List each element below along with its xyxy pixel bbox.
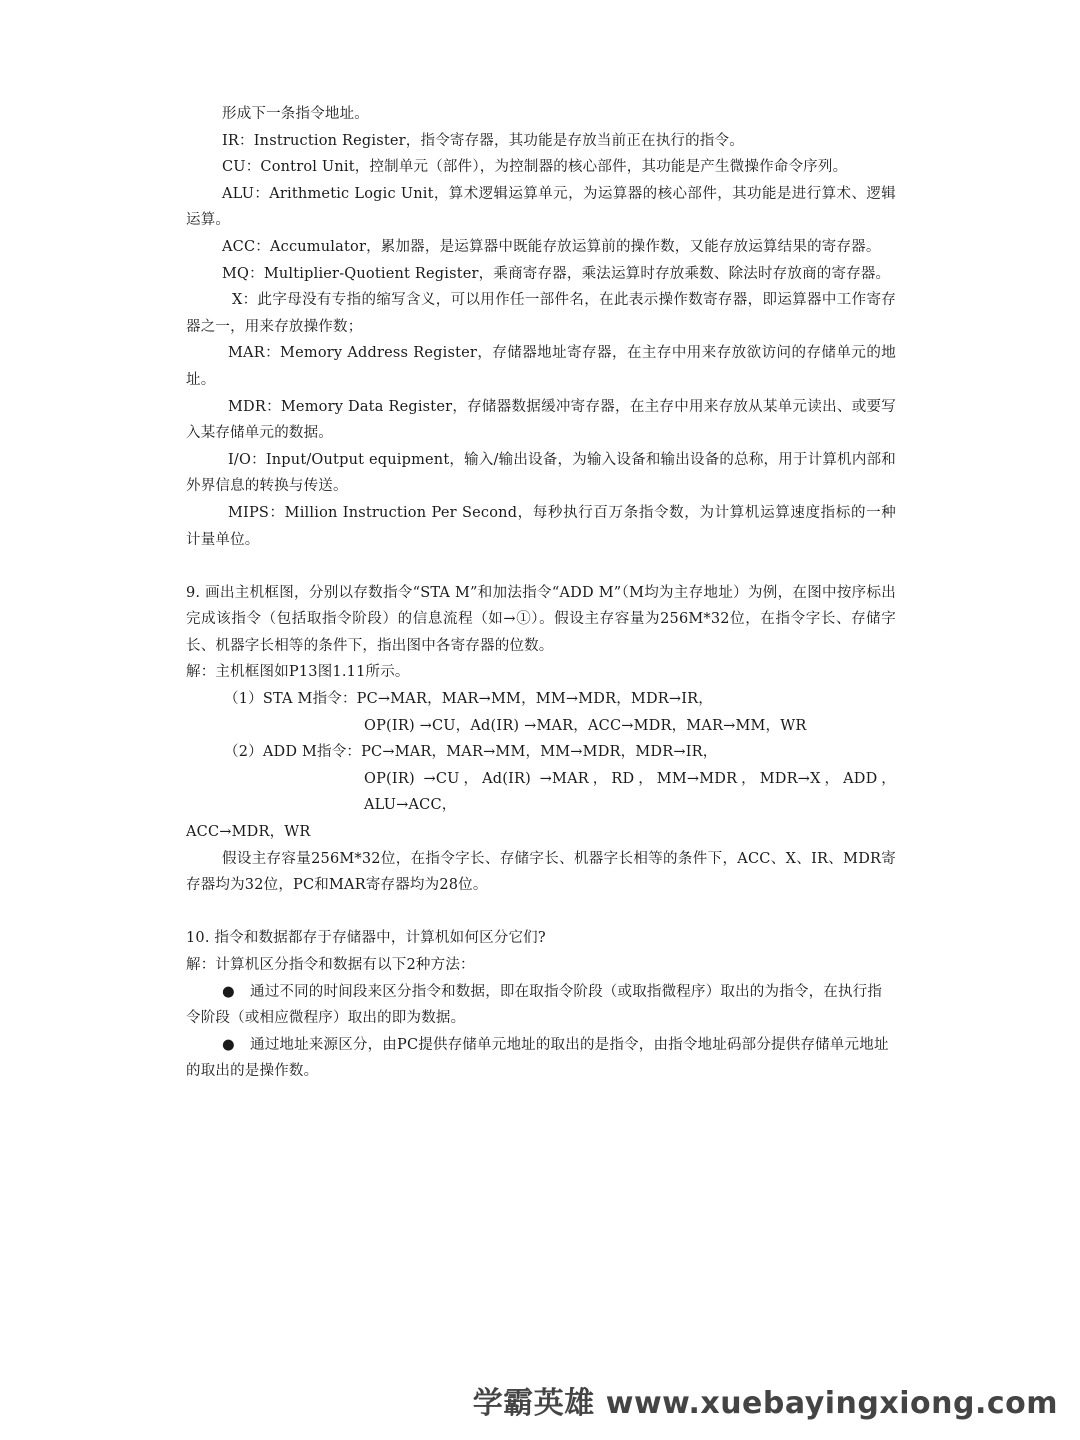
add-line-1: （2）ADD M指令：PC→MAR，MAR→MM，MM→MDR，MDR→IR， (224, 744, 718, 761)
def-acc: ACC：Accumulator，累加器，是运算器中既能存放运算前的操作数，又能存放运算结果的寄存器。 (222, 238, 881, 255)
bullet-icon: ● (222, 983, 235, 1000)
bullet-text: 通过不同的时间段来区分指令和数据，即在取指令阶段（或取指微程序）取出的为指令，在执行指令阶段（或相应微程序）取出的即为数据。 (186, 983, 883, 1027)
def-x: X：此字母没有专指的缩写含义，可以用作任一部件名，在此表示操作数寄存器，即运算器中工作寄存器之一，用来存放操作数； (186, 292, 896, 335)
def-io: I/O：Input/Output equipment，输入/输出设备，为输入设备和输出设备的总称，用于计算机内部和外界信息的转换与传送。 (186, 451, 896, 495)
question-9: 9. 画出主机框图，分别以存数指令“STA M”和加法指令“ADD M”（M均为主存地址）为例，在图中按序标出完成该指令（包括取指令阶段）的信息流程（如→①）。假设主存容量为256M*32位，在指令字长、存储字长、机器字长相等的条件下，指出图中各寄存器的位数。 (186, 584, 896, 654)
add-line-2: OP(IR) →CU，Ad(IR) →MAR，RD，MM→MDR，MDR→X，ADD，ALU→ACC， (364, 770, 896, 814)
add-line-3: ACC→MDR，WR (186, 824, 311, 841)
def-ir: IR：Instruction Register，指令寄存器，其功能是存放当前正在执行的指令。 (222, 132, 744, 149)
def-cu: CU：Control Unit，控制单元（部件），为控制器的核心部件，其功能是产生微操作命令序列。 (222, 159, 848, 176)
spacer (186, 553, 896, 580)
bullet-text: 通过地址来源区分，由PC提供存储单元地址的取出的是指令，由指令地址码部分提供存储单元地址的取出的是操作数。 (186, 1036, 889, 1080)
list-item (186, 1032, 896, 1085)
def-mar: MAR：Memory Address Register，存储器地址寄存器，在主存中用来存放欲访问的存储单元的地址。 (186, 345, 896, 388)
answer-9: 解：主机框图如P13图1.11所示。 (186, 664, 410, 681)
question-10: 10. 指令和数据都存于存储器中，计算机如何区分它们? (186, 930, 546, 947)
sta-line-1: （1）STA M指令：PC→MAR，MAR→MM，MM→MDR，MDR→IR， (224, 691, 713, 708)
list-item (186, 979, 896, 1032)
bullet-icon: ● (222, 1036, 235, 1053)
def-alu: ALU：Arithmetic Logic Unit，算术逻辑运算单元，为运算器的核心部件，其功能是进行算术、逻辑运算。 (186, 185, 896, 229)
answer-10: 解：计算机区分指令和数据有以下2种方法： (186, 957, 475, 973)
document-page (186, 101, 896, 1085)
continuation-line: 形成下一条指令地址。 (222, 106, 369, 122)
footer-watermark: 学霸英雄 www.xuebayingxiong.com (472, 1386, 1058, 1421)
def-mdr: MDR：Memory Data Register，存储器数据缓冲寄存器，在主存中用来存放从某单元读出、或要写入某存储单元的数据。 (186, 398, 896, 442)
def-mq: MQ：Multiplier-Quotient Register，乘商寄存器，乘法运算时存放乘数、除法时存放商的寄存器。 (222, 265, 891, 282)
sta-line-2: OP(IR) →CU，Ad(IR) →MAR，ACC→MDR，MAR→MM，WR (364, 717, 807, 734)
def-mips: MIPS：Million Instruction Per Second，每秒执行百万条指令数，为计算机运算速度指标的一种计量单位。 (186, 504, 896, 548)
spacer (186, 899, 896, 926)
q9-conclusion: 假设主存容量256M*32位，在指令字长、存储字长、机器字长相等的条件下，ACC、X、IR、MDR寄存器均为32位，PC和MAR寄存器均为28位。 (186, 850, 896, 894)
